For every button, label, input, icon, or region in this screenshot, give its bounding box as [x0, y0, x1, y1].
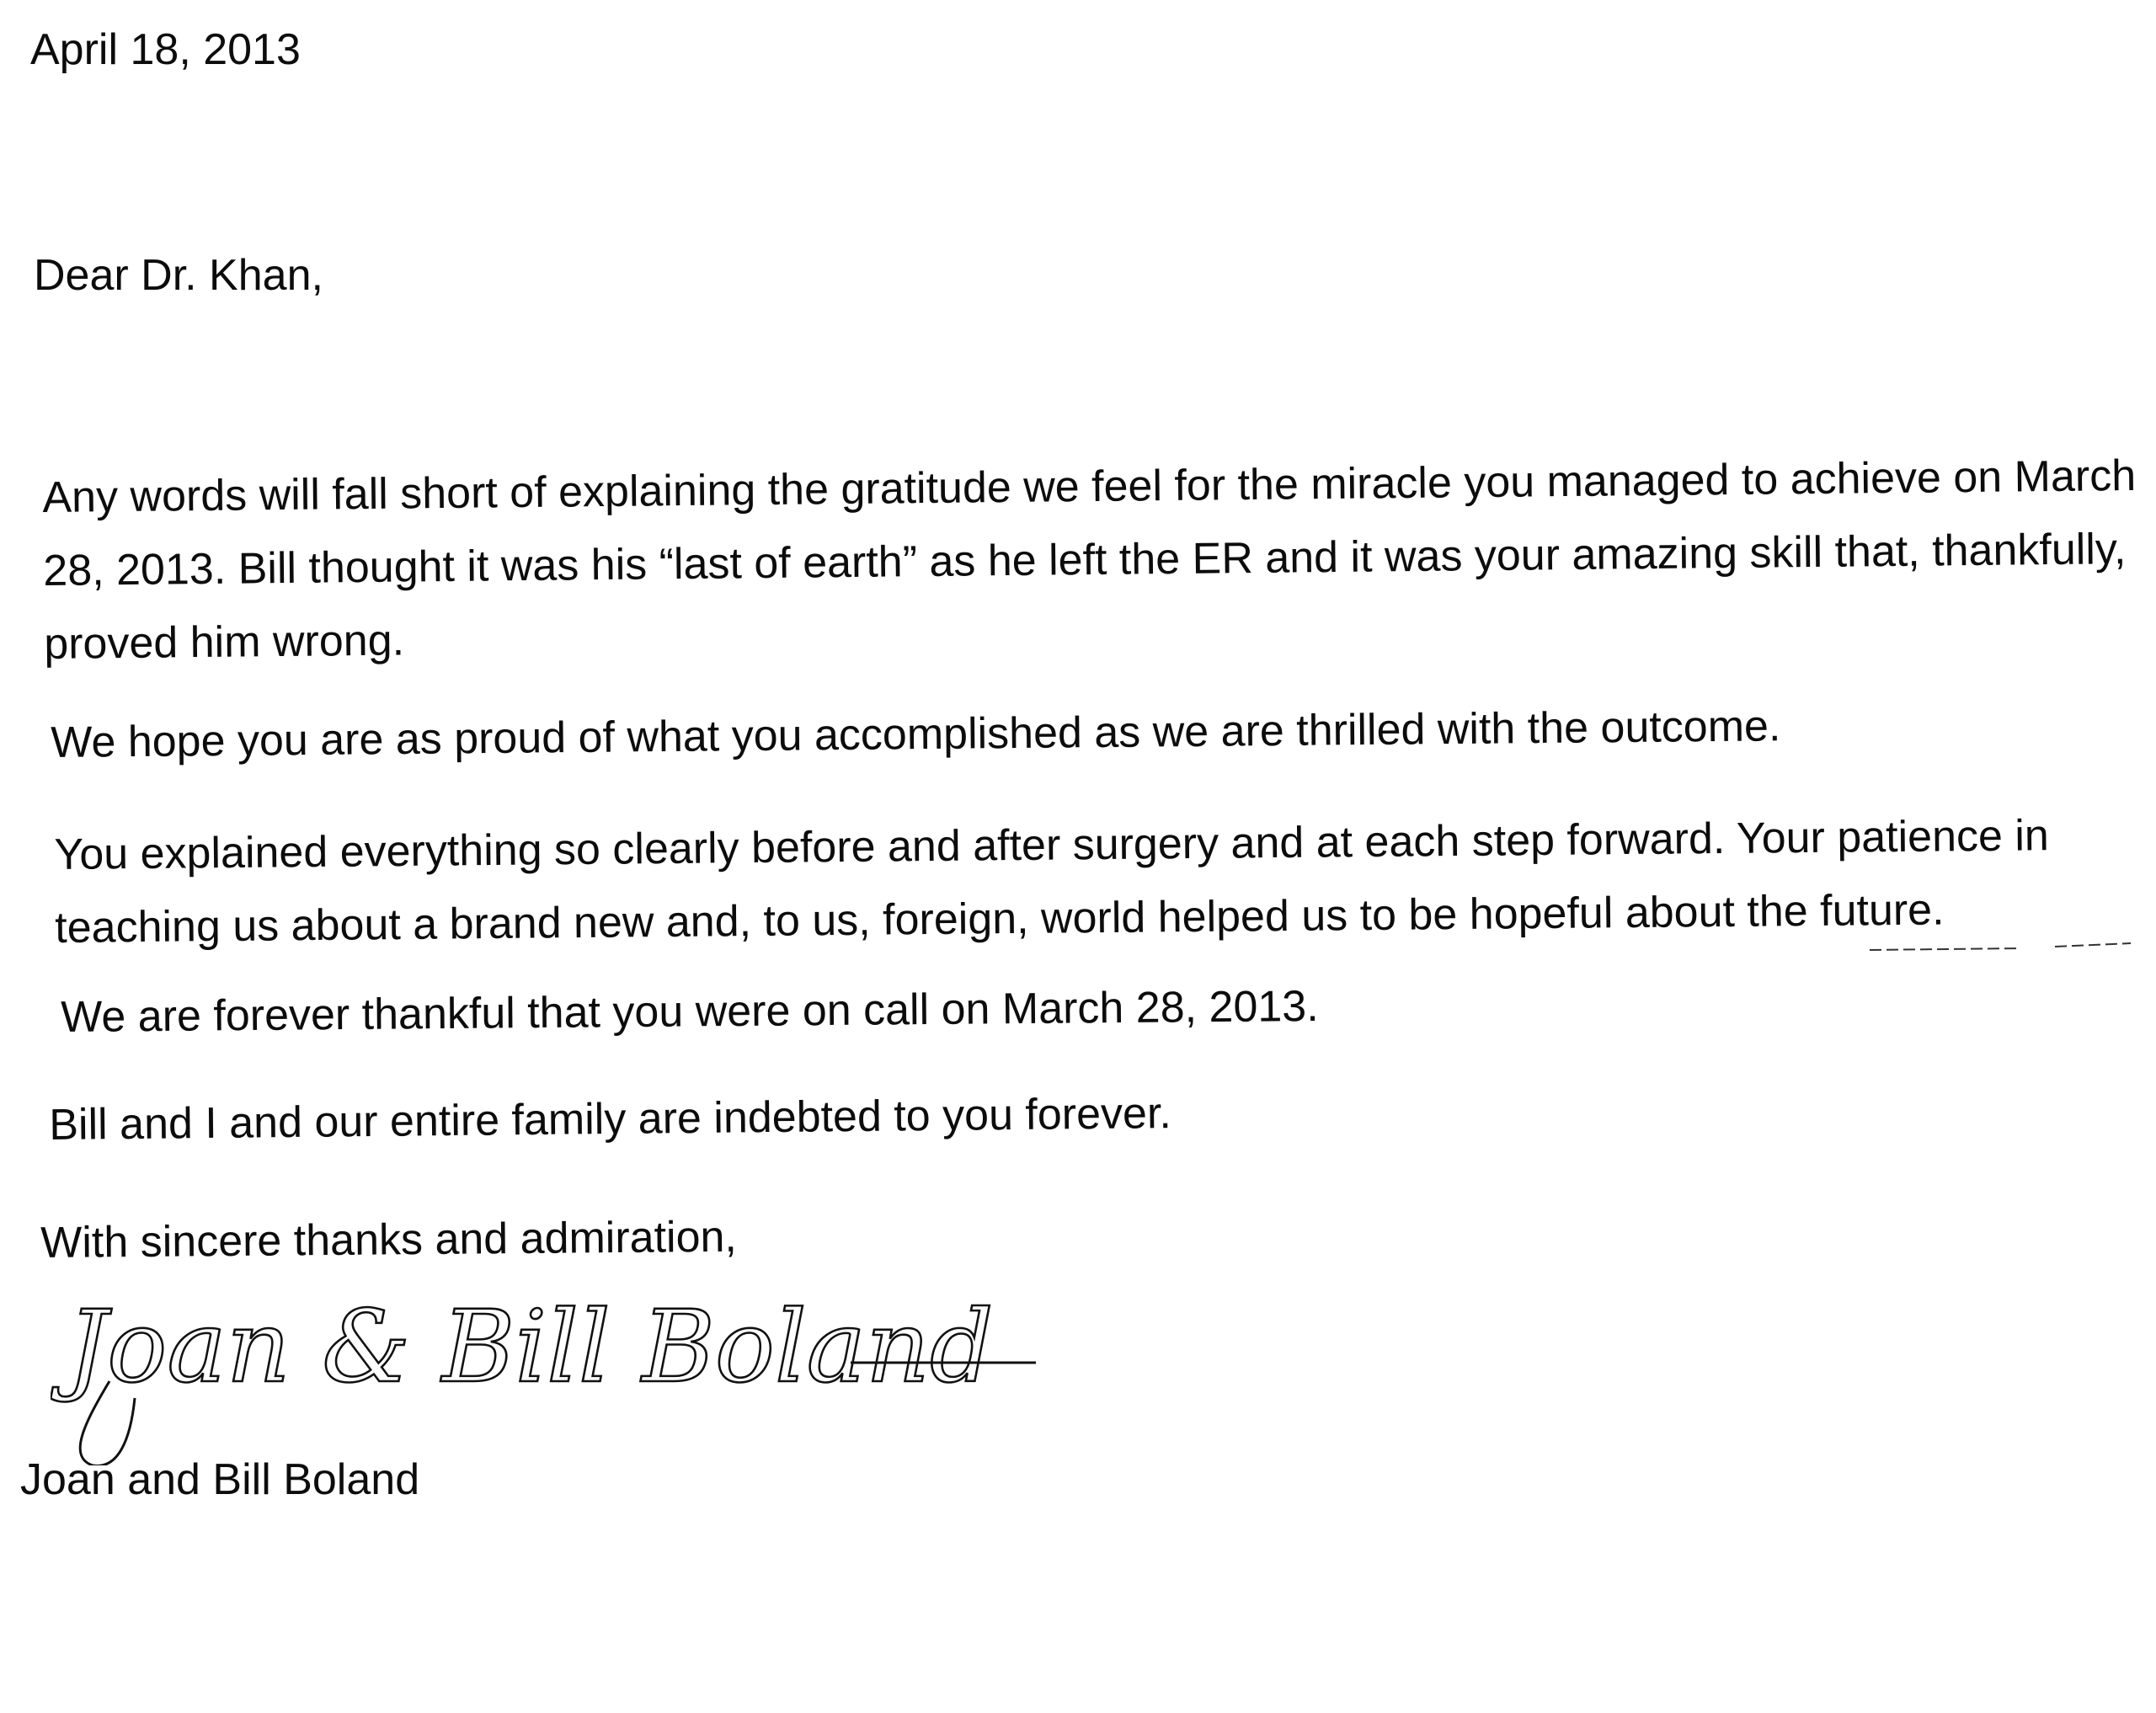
- letter-salutation: Dear Dr. Khan,: [34, 251, 323, 300]
- letter-closing: With sincere thanks and admiration,: [40, 1212, 738, 1267]
- scan-artifact-line: [1853, 935, 2156, 960]
- letter-paragraph-4: We are forever thankful that you were on call on March 28, 2013.: [61, 981, 1319, 1042]
- printed-signature-name: Joan and Bill Boland: [20, 1455, 420, 1504]
- letter-paragraph-2: We hope you are as proud of what you accomplished as we are thrilled with the outcome.: [51, 702, 1781, 767]
- letter-paragraph-3: You explained everything so clearly before and after surgery and at each step forward. Your patience in teaching us about a brand new and, to us, foreign, world helped us to be hopeful about the future.: [54, 811, 2050, 953]
- handwritten-signature: [51, 1255, 1061, 1465]
- letter-paragraph-1: Any words will fall short of explaining the gratitude we feel for the miracle you managed to achieve on March 28, 2013. Bill thought it was his “last of earth” as he left the ER and it was your amazing skill that, thankfully, proved him wrong.: [42, 451, 2137, 669]
- signature-text: Joan & Bill Boland: [67, 1289, 994, 1405]
- letter-date: April 18, 2013: [30, 25, 301, 74]
- letter-paragraph-5: Bill and I and our entire family are indebted to you forever.: [49, 1089, 1172, 1150]
